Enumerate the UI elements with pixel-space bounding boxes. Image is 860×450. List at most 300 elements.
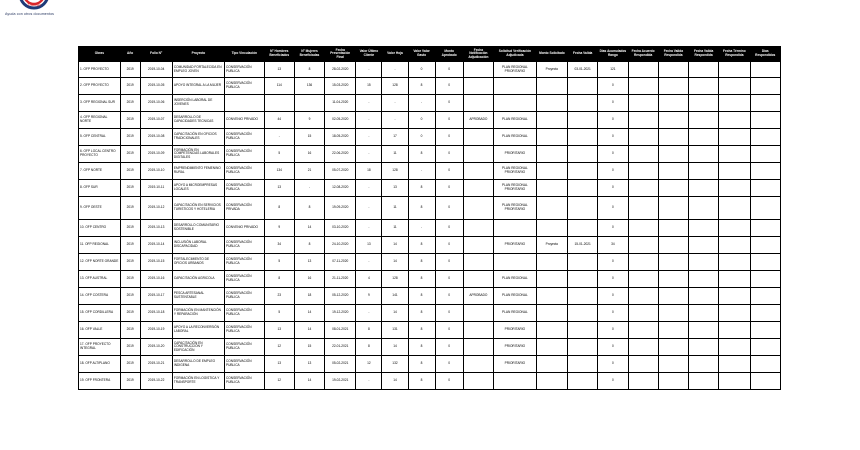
table-cell	[750, 62, 781, 78]
table-cell	[688, 112, 718, 129]
table-cell: 8	[408, 373, 435, 390]
table-cell	[494, 95, 537, 112]
table-cell: 8	[408, 180, 435, 197]
table-cell: 0	[435, 163, 463, 180]
table-cell	[463, 129, 493, 146]
table-cell	[568, 163, 598, 180]
table-cell: -	[356, 180, 382, 197]
table-row	[79, 373, 781, 390]
table-cell: 05-12-2020	[325, 288, 356, 305]
table-cell: 2019-10-09	[140, 146, 172, 163]
table-cell	[688, 163, 718, 180]
header-row	[79, 47, 781, 62]
table-cell: INSERCIÓN LABORAL DE JOVENES	[172, 95, 224, 112]
table-cell: CONSERVACIÓN PUBLICA	[225, 78, 265, 95]
table-cell	[628, 78, 658, 95]
table-cell	[688, 288, 718, 305]
table-row	[79, 237, 781, 254]
table-cell: 34	[264, 237, 294, 254]
table-cell: 2019	[120, 305, 140, 322]
table-cell: 12. OFP NORTE GRANDE	[79, 254, 121, 271]
table-cell: CONSERVACIÓN PUBLICA	[225, 180, 265, 197]
table-cell	[536, 322, 567, 339]
table-cell: 0	[598, 146, 628, 163]
table-cell	[264, 95, 294, 112]
table-cell	[750, 271, 781, 288]
table-cell: 18	[356, 163, 382, 180]
column-header: Valor Valor Gasto	[408, 47, 435, 62]
table-cell: 13	[294, 254, 324, 271]
table-cell: 22-06-2020	[325, 146, 356, 163]
table-cell: PLAN REGIONAL PRIORITARIO	[494, 163, 537, 180]
table-cell: 15	[356, 78, 382, 95]
table-cell: Proyecto	[536, 62, 567, 78]
table-cell: 0	[435, 237, 463, 254]
table-cell: 0	[598, 254, 628, 271]
table-cell: 0	[435, 180, 463, 197]
table-cell	[463, 305, 493, 322]
table-cell: 0	[435, 373, 463, 390]
table-cell	[536, 197, 567, 220]
table-cell: CONSERVACIÓN PUBLICA	[225, 146, 265, 163]
table-cell: 15. OFP CORDILLERA	[79, 305, 121, 322]
table-cell	[719, 305, 750, 322]
table-cell: 8	[264, 197, 294, 220]
table-cell: 12-08-2020	[325, 180, 356, 197]
table-cell	[719, 78, 750, 95]
table-cell: 2019	[120, 254, 140, 271]
table-cell: 11. OFP REGIONAL	[79, 237, 121, 254]
table-cell: 0	[435, 322, 463, 339]
column-header: Monto Solicitado	[536, 47, 567, 62]
table-cell: APOYO INTEGRAL A LA MUJER	[172, 78, 224, 95]
table-cell: PLAN REGIONAL	[494, 112, 537, 129]
table-cell	[628, 237, 658, 254]
table-cell	[568, 339, 598, 356]
table-cell: 14	[294, 305, 324, 322]
table-cell: 2019-10-19	[140, 322, 172, 339]
table-cell: 15	[294, 339, 324, 356]
table-cell: 18-05-2020	[325, 129, 356, 146]
table-cell: 7. OFP NORTE	[79, 163, 121, 180]
table-cell: 8	[356, 322, 382, 339]
table-cell	[688, 271, 718, 288]
table-cell	[719, 180, 750, 197]
table-cell	[750, 95, 781, 112]
table-cell: 2019	[120, 288, 140, 305]
table-cell: 131	[382, 322, 408, 339]
table-cell: CONVENIO PRIVADO	[225, 112, 265, 129]
table-cell: 0	[598, 305, 628, 322]
table-cell: 2019	[120, 62, 140, 78]
table-cell	[536, 180, 567, 197]
table-cell	[463, 254, 493, 271]
table-cell	[628, 373, 658, 390]
table-cell	[719, 146, 750, 163]
table-cell: 2019-10-20	[140, 339, 172, 356]
table-cell: 0	[435, 254, 463, 271]
column-header: Fecha Presentación Final	[325, 47, 356, 62]
table-cell	[536, 288, 567, 305]
table-cell	[628, 254, 658, 271]
table-cell: 19-12-2020	[325, 305, 356, 322]
table-cell	[719, 95, 750, 112]
table-cell	[568, 356, 598, 373]
table-cell: 2019	[120, 339, 140, 356]
column-header: Fecha Acuerdo Respondida	[628, 47, 658, 62]
table-cell: 18	[294, 288, 324, 305]
table-row	[79, 146, 781, 163]
table-cell	[536, 356, 567, 373]
table-cell: 0	[598, 339, 628, 356]
table-cell: 8	[408, 288, 435, 305]
table-cell: 8. OFP SUR	[79, 180, 121, 197]
table-cell: APROBADO	[463, 112, 493, 129]
table-cell	[463, 146, 493, 163]
svg-text:Trabajo: Trabajo	[27, 2, 41, 7]
table-row	[79, 356, 781, 373]
table-cell: 2. OFP PROYECTO	[79, 78, 121, 95]
table-body	[79, 62, 781, 390]
table-cell	[536, 271, 567, 288]
table-cell: -	[356, 197, 382, 220]
table-cell	[628, 339, 658, 356]
table-cell: 12	[356, 356, 382, 373]
column-header: Año	[120, 47, 140, 62]
table-cell	[568, 254, 598, 271]
table-cell	[628, 288, 658, 305]
table-cell: 05-07-2020	[325, 163, 356, 180]
table-cell: 2019-10-21	[140, 356, 172, 373]
table-cell: 5	[264, 305, 294, 322]
table-cell: 02-05-2020	[325, 112, 356, 129]
table-cell: 19-02-2021	[325, 373, 356, 390]
table-cell: 11	[382, 146, 408, 163]
column-header: Valor Último Cliente	[356, 47, 382, 62]
table-cell	[719, 356, 750, 373]
table-cell	[688, 254, 718, 271]
table-cell	[719, 197, 750, 220]
table-cell: PESCA ARTESANAL SUSTENTABLE	[172, 288, 224, 305]
column-header: Monto Aprobado	[435, 47, 463, 62]
table-cell	[688, 237, 718, 254]
table-cell	[628, 322, 658, 339]
table-cell: PRIORITARIO	[494, 237, 537, 254]
column-header: Proyecto	[172, 47, 224, 62]
data-table-container	[78, 46, 781, 390]
table-cell	[494, 373, 537, 390]
table-cell: 0	[435, 288, 463, 305]
table-cell: 0	[435, 129, 463, 146]
table-cell	[658, 322, 688, 339]
table-cell: 8	[408, 197, 435, 220]
table-cell	[688, 62, 718, 78]
table-cell: 6. OFP LOCAL CENTRO PROYECTO	[79, 146, 121, 163]
table-cell	[719, 373, 750, 390]
table-cell: -	[356, 95, 382, 112]
table-cell	[688, 95, 718, 112]
table-cell: 9	[356, 288, 382, 305]
table-cell: 8	[264, 271, 294, 288]
table-cell	[536, 163, 567, 180]
table-cell: 2019-10-22	[140, 373, 172, 390]
table-row	[79, 95, 781, 112]
table-cell: PLAN REGIONAL	[494, 305, 537, 322]
table-cell	[536, 112, 567, 129]
table-cell	[688, 339, 718, 356]
table-cell: 128	[382, 271, 408, 288]
table-cell	[628, 305, 658, 322]
table-cell	[658, 180, 688, 197]
table-cell: 2019	[120, 373, 140, 390]
table-cell: 2019	[120, 163, 140, 180]
table-cell	[463, 163, 493, 180]
table-cell: 0	[598, 220, 628, 237]
table-cell: 0	[435, 271, 463, 288]
table-cell: 2019-10-17	[140, 288, 172, 305]
table-cell	[628, 220, 658, 237]
table-cell	[688, 197, 718, 220]
table-cell: PRIORITARIO	[494, 146, 537, 163]
table-cell: 14	[294, 220, 324, 237]
table-cell: 2019-10-12	[140, 197, 172, 220]
table-cell	[463, 322, 493, 339]
table-cell: CONSERVACIÓN PUBLICA	[225, 356, 265, 373]
table-cell: 15-01-2021	[568, 237, 598, 254]
table-cell: 14	[382, 373, 408, 390]
table-cell: -	[382, 62, 408, 78]
column-header: N° Hombres Beneficiados	[264, 47, 294, 62]
table-cell	[750, 339, 781, 356]
table-cell	[688, 305, 718, 322]
table-cell	[719, 254, 750, 271]
table-cell	[628, 62, 658, 78]
table-cell: 2019-10-14	[140, 237, 172, 254]
table-cell: 11	[382, 197, 408, 220]
table-cell: APROBADO	[463, 288, 493, 305]
table-row	[79, 254, 781, 271]
table-cell	[568, 95, 598, 112]
table-cell: 0	[435, 356, 463, 373]
table-cell	[658, 78, 688, 95]
table-cell	[750, 356, 781, 373]
table-cell: 1. OFP PROYECTO	[79, 62, 121, 78]
table-cell: -	[356, 373, 382, 390]
table-cell: 13	[264, 322, 294, 339]
table-cell	[463, 373, 493, 390]
table-cell	[750, 78, 781, 95]
table-row	[79, 305, 781, 322]
column-header: Valor Hoja	[382, 47, 408, 62]
table-cell: -	[382, 95, 408, 112]
table-cell	[463, 78, 493, 95]
table-cell: FORMACIÓN EN LOGISTICA Y TRANSPORTE	[172, 373, 224, 390]
table-cell	[628, 180, 658, 197]
table-cell: 07-11-2020	[325, 254, 356, 271]
table-cell: 8	[294, 237, 324, 254]
table-cell: 2019	[120, 78, 140, 95]
table-cell: 0	[435, 62, 463, 78]
table-cell	[658, 129, 688, 146]
table-cell: -	[356, 129, 382, 146]
table-cell	[750, 163, 781, 180]
table-cell	[750, 112, 781, 129]
table-cell	[688, 129, 718, 146]
table-cell	[688, 146, 718, 163]
table-cell: 0	[435, 197, 463, 220]
table-cell: Proyecto	[536, 237, 567, 254]
table-cell: CONSERVACIÓN PUBLICA	[225, 339, 265, 356]
table-cell	[628, 112, 658, 129]
table-cell: 17	[382, 129, 408, 146]
table-cell: FORMACIÓN EN COMPETENCIAS LABORALES DIGITALES	[172, 146, 224, 163]
column-header: Solicitud Verificación Adjudicada	[494, 47, 537, 62]
table-cell	[628, 95, 658, 112]
table-cell: 19-09-2020	[325, 197, 356, 220]
table-cell: 2019	[120, 271, 140, 288]
table-cell	[658, 62, 688, 78]
table-cell: 24-10-2020	[325, 237, 356, 254]
table-cell: -	[356, 305, 382, 322]
table-cell	[463, 339, 493, 356]
table-cell	[494, 254, 537, 271]
table-row	[79, 339, 781, 356]
table-cell: CONSERVACIÓN PUBLICA	[225, 373, 265, 390]
table-cell: 8	[294, 62, 324, 78]
table-cell	[536, 373, 567, 390]
table-cell: -	[356, 146, 382, 163]
table-cell	[494, 78, 537, 95]
table-cell	[719, 322, 750, 339]
table-cell: 0	[598, 163, 628, 180]
table-cell	[568, 220, 598, 237]
table-cell: 05-02-2021	[325, 356, 356, 373]
table-cell	[719, 129, 750, 146]
table-cell: INCLUSIÓN LABORAL DISCAPACIDAD	[172, 237, 224, 254]
table-cell	[568, 129, 598, 146]
table-cell	[568, 288, 598, 305]
table-cell: 13	[264, 180, 294, 197]
table-cell: 16	[294, 146, 324, 163]
column-header: Fecha Término Respondida	[719, 47, 750, 62]
table-cell: CONSERVACIÓN PUBLICA	[225, 254, 265, 271]
table-cell: 13	[356, 237, 382, 254]
table-cell: 8	[408, 356, 435, 373]
table-cell	[719, 112, 750, 129]
table-cell	[628, 129, 658, 146]
table-cell: 03-01-2021	[568, 62, 598, 78]
table-cell	[719, 237, 750, 254]
table-cell	[463, 220, 493, 237]
table-cell	[568, 112, 598, 129]
table-cell	[568, 322, 598, 339]
table-cell	[658, 95, 688, 112]
table-cell: 0	[598, 356, 628, 373]
table-cell: 8	[408, 271, 435, 288]
table-cell: 8	[408, 305, 435, 322]
table-cell: 2019	[120, 356, 140, 373]
table-cell	[536, 146, 567, 163]
table-cell	[750, 373, 781, 390]
table-cell: 2019	[120, 322, 140, 339]
table-cell: 13	[264, 62, 294, 78]
table-cell	[568, 78, 598, 95]
table-row	[79, 180, 781, 197]
table-cell: 44	[264, 112, 294, 129]
table-cell: CONSERVACIÓN PUBLICA	[225, 163, 265, 180]
table-cell	[628, 163, 658, 180]
table-cell: 0	[435, 146, 463, 163]
table-cell	[568, 305, 598, 322]
table-cell: CONSERVACIÓN PUBLICA	[225, 237, 265, 254]
table-cell: 8	[294, 197, 324, 220]
table-cell: FORTALECIMIENTO DE OFICIOS URBANOS	[172, 254, 224, 271]
table-row	[79, 220, 781, 237]
table-cell: -	[264, 129, 294, 146]
table-cell	[658, 146, 688, 163]
table-cell: 16. OFP VALLE	[79, 322, 121, 339]
table-cell: 19. OFP FRONTERA	[79, 373, 121, 390]
table-cell	[463, 356, 493, 373]
table-cell: CONVENIO PRIVADO	[225, 220, 265, 237]
table-cell	[568, 180, 598, 197]
table-cell: 13. OFP AUSTRAL	[79, 271, 121, 288]
table-cell	[658, 197, 688, 220]
table-cell: 141	[382, 288, 408, 305]
table-cell: 3. OFP REGIONAL SUR	[79, 95, 121, 112]
table-cell: 5	[264, 146, 294, 163]
column-header: Obras	[79, 47, 121, 62]
table-cell: CONSERVACIÓN PUBLICA	[225, 129, 265, 146]
table-cell: -	[356, 254, 382, 271]
table-row	[79, 62, 781, 78]
table-cell	[688, 322, 718, 339]
table-cell: 4. OFP REGIONAL NORTE	[79, 112, 121, 129]
table-cell: CAPACITACIÓN AGRICOLA	[172, 271, 224, 288]
table-cell: 0	[408, 112, 435, 129]
table-cell: -	[356, 62, 382, 78]
table-cell: 0	[435, 95, 463, 112]
table-cell: 0	[598, 322, 628, 339]
table-cell: 9	[264, 220, 294, 237]
table-row	[79, 163, 781, 180]
table-row	[79, 288, 781, 305]
table-cell: DESARROLLO DE EMPLEO INDIGENA	[172, 356, 224, 373]
table-cell	[536, 220, 567, 237]
table-cell: 03-10-2020	[325, 220, 356, 237]
table-cell: 14. OFP COSTERA	[79, 288, 121, 305]
table-cell: 18. OFP ALTIPLANO	[79, 356, 121, 373]
table-cell	[750, 146, 781, 163]
table-cell: -	[356, 112, 382, 129]
table-row	[79, 129, 781, 146]
table-cell	[750, 180, 781, 197]
table-cell	[658, 373, 688, 390]
table-cell: 0	[598, 373, 628, 390]
table-cell: -	[408, 163, 435, 180]
table-cell: 0	[598, 288, 628, 305]
table-cell: PRIORITARIO	[494, 339, 537, 356]
table-cell: 0	[435, 339, 463, 356]
table-cell: CAPACITACIÓN EN SERVICIOS TURISTICOS Y HOTELERIA	[172, 197, 224, 220]
table-cell: 2019	[120, 197, 140, 220]
table-cell: 10. OFP CENTRO	[79, 220, 121, 237]
table-row	[79, 78, 781, 95]
table-cell: 4	[356, 271, 382, 288]
table-cell: 5	[264, 254, 294, 271]
table-cell: 134	[264, 163, 294, 180]
table-cell: 12	[264, 339, 294, 356]
